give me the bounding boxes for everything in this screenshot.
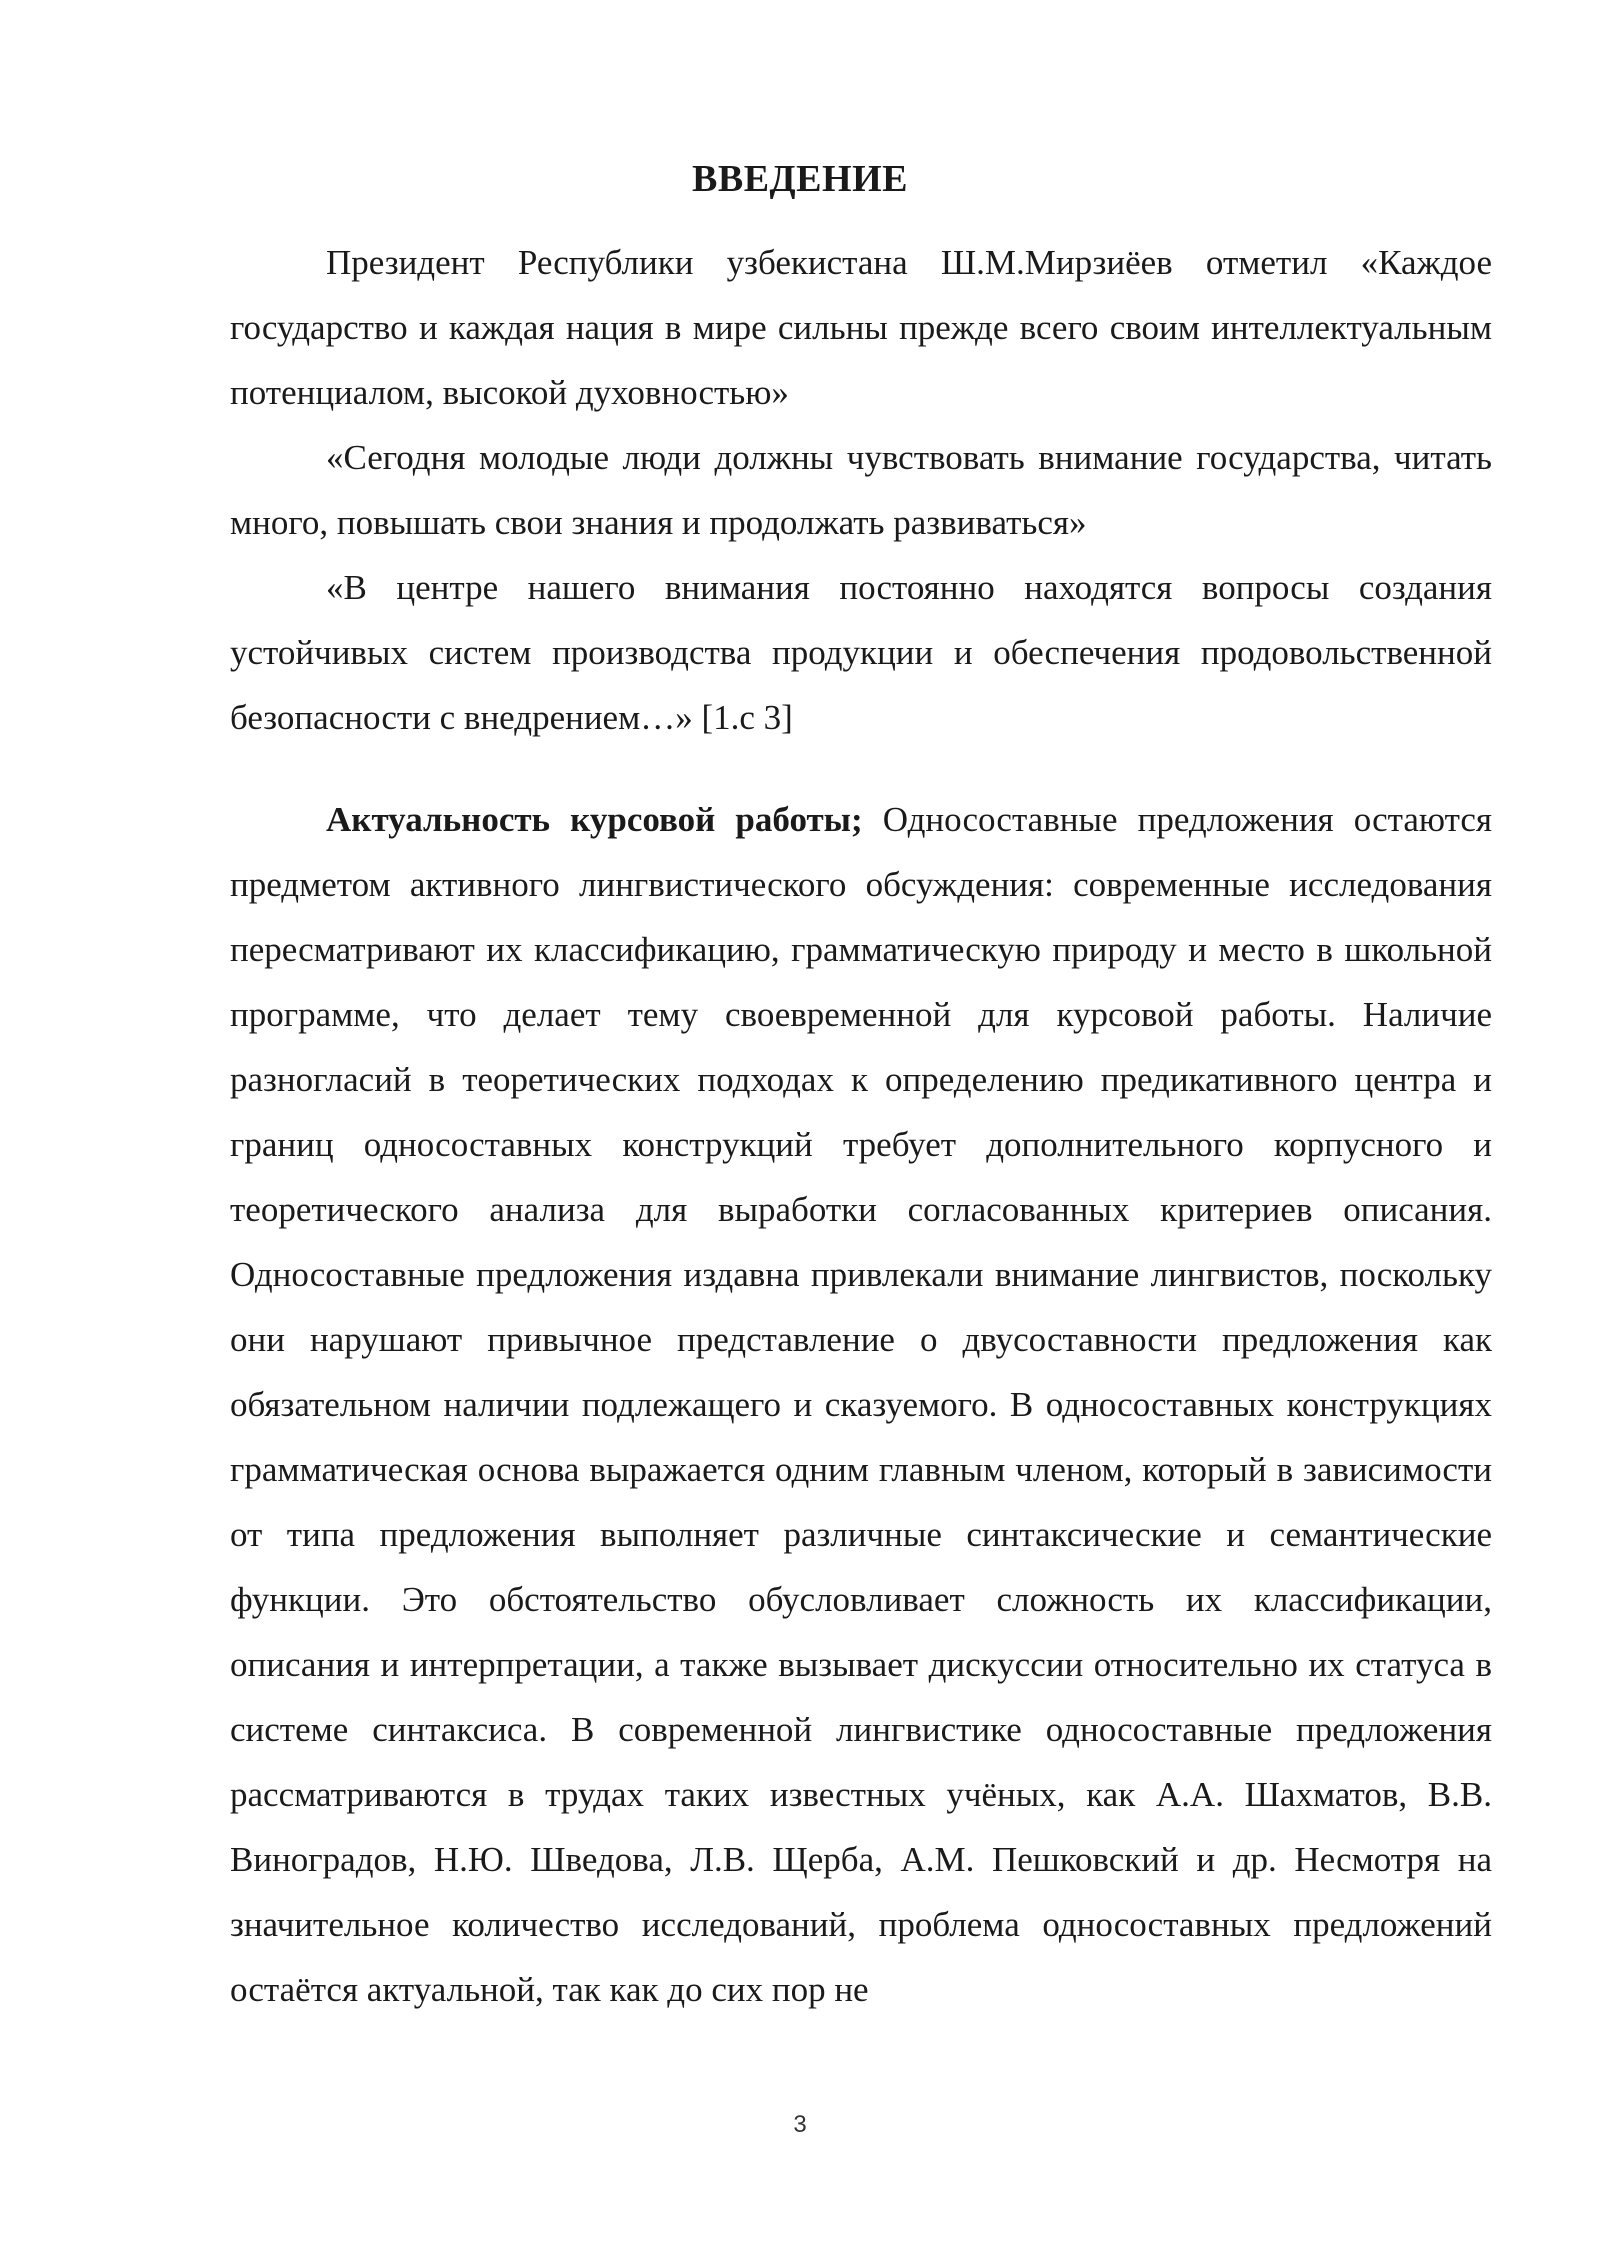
- relevance-text: Односоставные предложения остаются предметом активного лингвистического обсуждения: современные исследования пересматривают их классификацию, грамматическую природу и место в школьной программе, что делает тему своевременной для курсовой работы. Наличие разногласий в теоретических подходах к определению предикативного центра и границ односоставных конструкций требует дополнительного корпусного и теоретического анализа для выработки согласованных критериев описания. Односоставные предложения издавна привлекали внимание лингвистов, поскольку они нарушают привычное представление о двусоставности предложения как обязательном наличии подлежащего и сказуемого. В односоставных конструкциях грамматическая основа выражается одним главным членом, который в зависимости от типа предложения выполняет различные синтаксические и семантические функции. Это обстоятельство обусловливает сложность их классификации, описания и интерпретации, а также вызывает дискуссии относительно их статуса в системе синтаксиса. В современной лингвистике односоставные предложения рассматриваются в трудах таких известных учёных, как А.А. Шахматов, В.В. Виноградов, Н.Ю. Шведова, Л.В. Щерба, А.М. Пешковский и др. Несмотря на значительное количество исследований, проблема односоставных предложений остаётся актуальной, так как до сих пор не: [230, 800, 1492, 2009]
- page-title: ВВЕДЕНИЕ: [692, 158, 908, 200]
- relevance-heading: Актуальность курсовой работы;: [326, 800, 863, 839]
- paragraph-president-quote: Президент Республики узбекистана Ш.М.Мирзиёев отметил «Каждое государство и каждая нация в мире сильны прежде всего своим интеллектуальным потенциалом, высокой духовностью»: [230, 243, 1492, 412]
- document-body: [230, 230, 1492, 2022]
- paragraph-youth-quote: «Сегодня молодые люди должны чувствовать внимание государства, читать много, повышать свои знания и продолжать развиваться»: [230, 438, 1492, 542]
- page-number: 3: [793, 2111, 807, 2138]
- paragraph-food-security-quote: «В центре нашего внимания постоянно находятся вопросы создания устойчивых систем производства продукции и обеспечения продовольственной безопасности с внедрением…» [1.с 3]: [230, 568, 1492, 737]
- paragraph-relevance: [230, 787, 1492, 2022]
